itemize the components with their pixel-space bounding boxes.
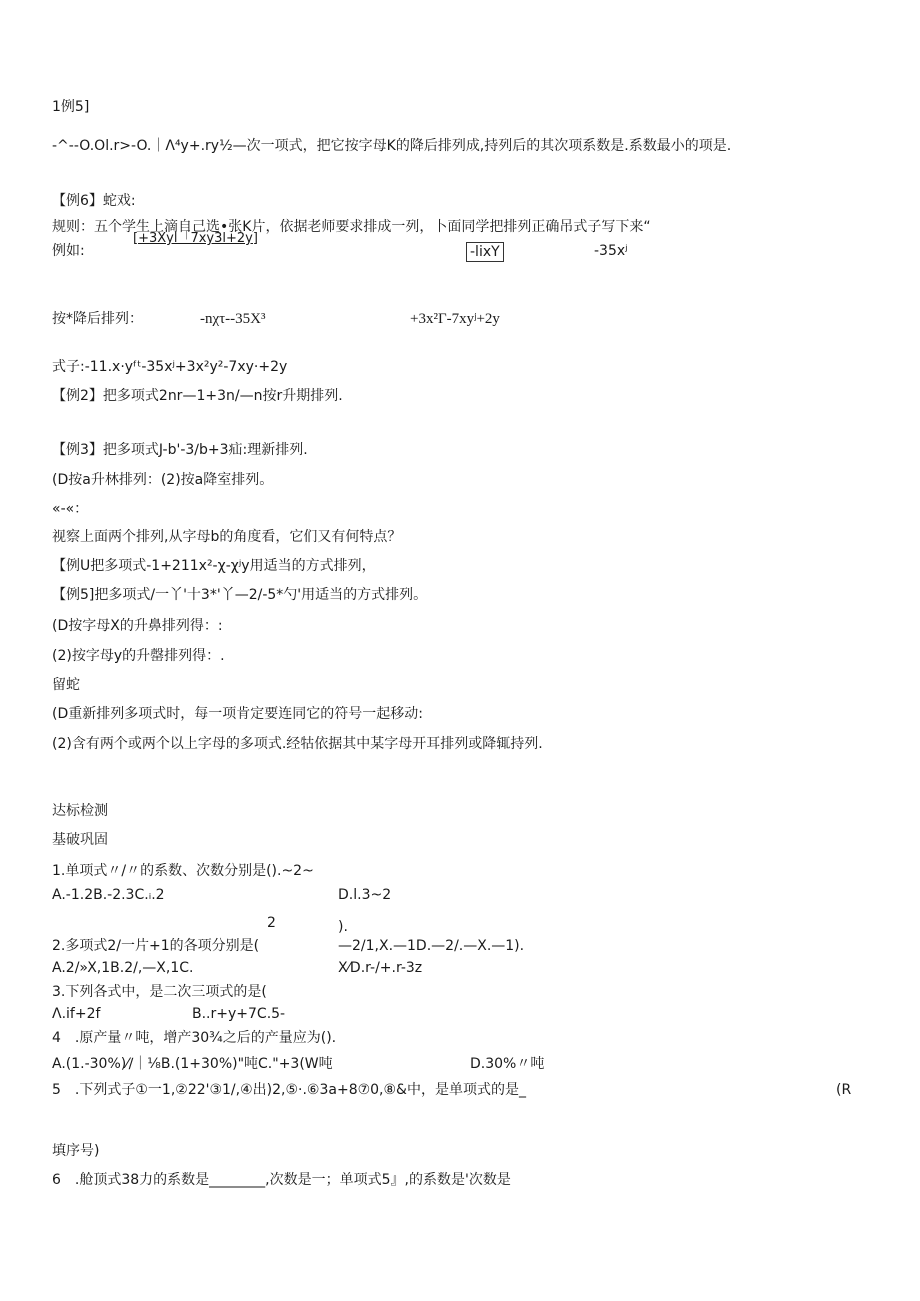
question-3-option-b: B..r+y+7C.5-	[192, 1006, 286, 1022]
example-6-heading: 【例6】蛇戏:	[52, 193, 136, 209]
example-2: 【例2】把多项式2nr—1+3n/—n按r升期排列.	[52, 388, 343, 404]
example-5-text: -^--O.Ol.r>-O.｜Λ⁴y+.ry½—次一项式，把它按字母K的降后排列成,持列后的其次项系数是.系数最小的项是.	[52, 138, 732, 154]
example-card-term: -35xʲ	[594, 243, 628, 259]
superscript-2: 2	[267, 915, 276, 931]
example-5-heading: 1例5]	[52, 99, 90, 115]
observe-question: 视察上面两个排列,从字母b的角度看，它们又有何特点？	[52, 529, 402, 545]
question-2: 2.多项式2/一片+1的各项分别是(	[52, 938, 260, 954]
example-card-group: [+3Xyl「7xy3l+2y]	[133, 231, 258, 246]
example-label: 例如:	[52, 243, 85, 259]
descending-label: 按*降后排列：	[52, 311, 143, 327]
descending-part-1: -nχτ--35X³	[200, 311, 266, 327]
section-heading-basic: 基破巩固	[52, 832, 108, 848]
descending-part-2: +3x²Γ-7xyʲ+2y	[410, 311, 500, 327]
question-4-option-d: D.30%〃吨	[470, 1056, 545, 1072]
ascending-y: (2)按字母y的升罄排列得：.	[52, 648, 225, 664]
example-u: 【例U把多项式-1+211x²-χ-χʲy用适当的方式排列，	[52, 558, 376, 574]
question-5: 5 .下列式子①一1,②22'③1/,④出)2,⑤·.⑥3a+8⑦0,⑧&中，是单项式的是_	[52, 1082, 526, 1098]
question-5-suffix: (R	[836, 1082, 852, 1098]
question-1-options-d: D.l.3~2	[338, 887, 392, 903]
ascending-x: (D按字母X的升鼻排列得：:	[52, 618, 223, 634]
question-4: 4 .原产量〃吨，增产30¾之后的产量应为().	[52, 1030, 337, 1046]
section-heading-test: 达标检测	[52, 803, 108, 819]
example-card-single: -lixY	[466, 242, 504, 262]
example-3: 【例3】把多项式J-b'-3∕b+3疝:理新排列.	[52, 442, 308, 458]
note-1: (D重新排列多项式时，每一项肯定要连同它的符号一起移动:	[52, 706, 423, 722]
paren-close: ).	[338, 919, 348, 935]
marker-line: «-«：	[52, 501, 89, 517]
question-5-continued: 填序号)	[52, 1143, 100, 1159]
question-1: 1.单项式〃/〃的系数、次数分别是().~2~	[52, 863, 314, 879]
question-3-option-a: Λ.if+2f	[52, 1006, 101, 1022]
example-5b: 【例5]把多项式/一丫'十3*'丫—2/-5*勺'用适当的方式排列。	[52, 587, 428, 603]
question-3: 3.下列各式中，是二次三项式的是(	[52, 984, 267, 1000]
rules-text: 规则：五个学生上滴自己选•张K片，依据老师要求排成一列，卜面同学把排列正确吊式子写下来“	[52, 219, 651, 235]
question-2-option-d: —2/1,X.—1D.—2/.—X.—1).	[338, 938, 525, 954]
note-2: (2)含有两个或两个以上字母的多项式.经牯依据其中某字母开耳排列或降辄持列.	[52, 736, 543, 752]
question-6: 6 .舱顶式38力的系数是________,次数是一；单项式5』,的系数是'次数是	[52, 1172, 511, 1188]
example-3-parts: (D按a升林排列：(2)按a降室排列。	[52, 472, 274, 488]
question-2-options-a: A.2/»X,1B.2/,—X,1C.	[52, 960, 194, 976]
question-2-options-x: X⁄D.r-/+.r-3z	[338, 960, 423, 976]
note-heading: 留蛇	[52, 677, 80, 693]
question-1-options-a: A.-1.2B.-2.3C.ᵢ.2	[52, 887, 165, 903]
expression-result: 式子:-11.x·yᶠᵗ-35xʲ+3x²y²-7xy·+2y	[52, 359, 288, 375]
question-4-options-a: A.(1.-30%)⁄∕｜⅛B.(1+30%)"吨C."+3(W吨	[52, 1056, 333, 1072]
